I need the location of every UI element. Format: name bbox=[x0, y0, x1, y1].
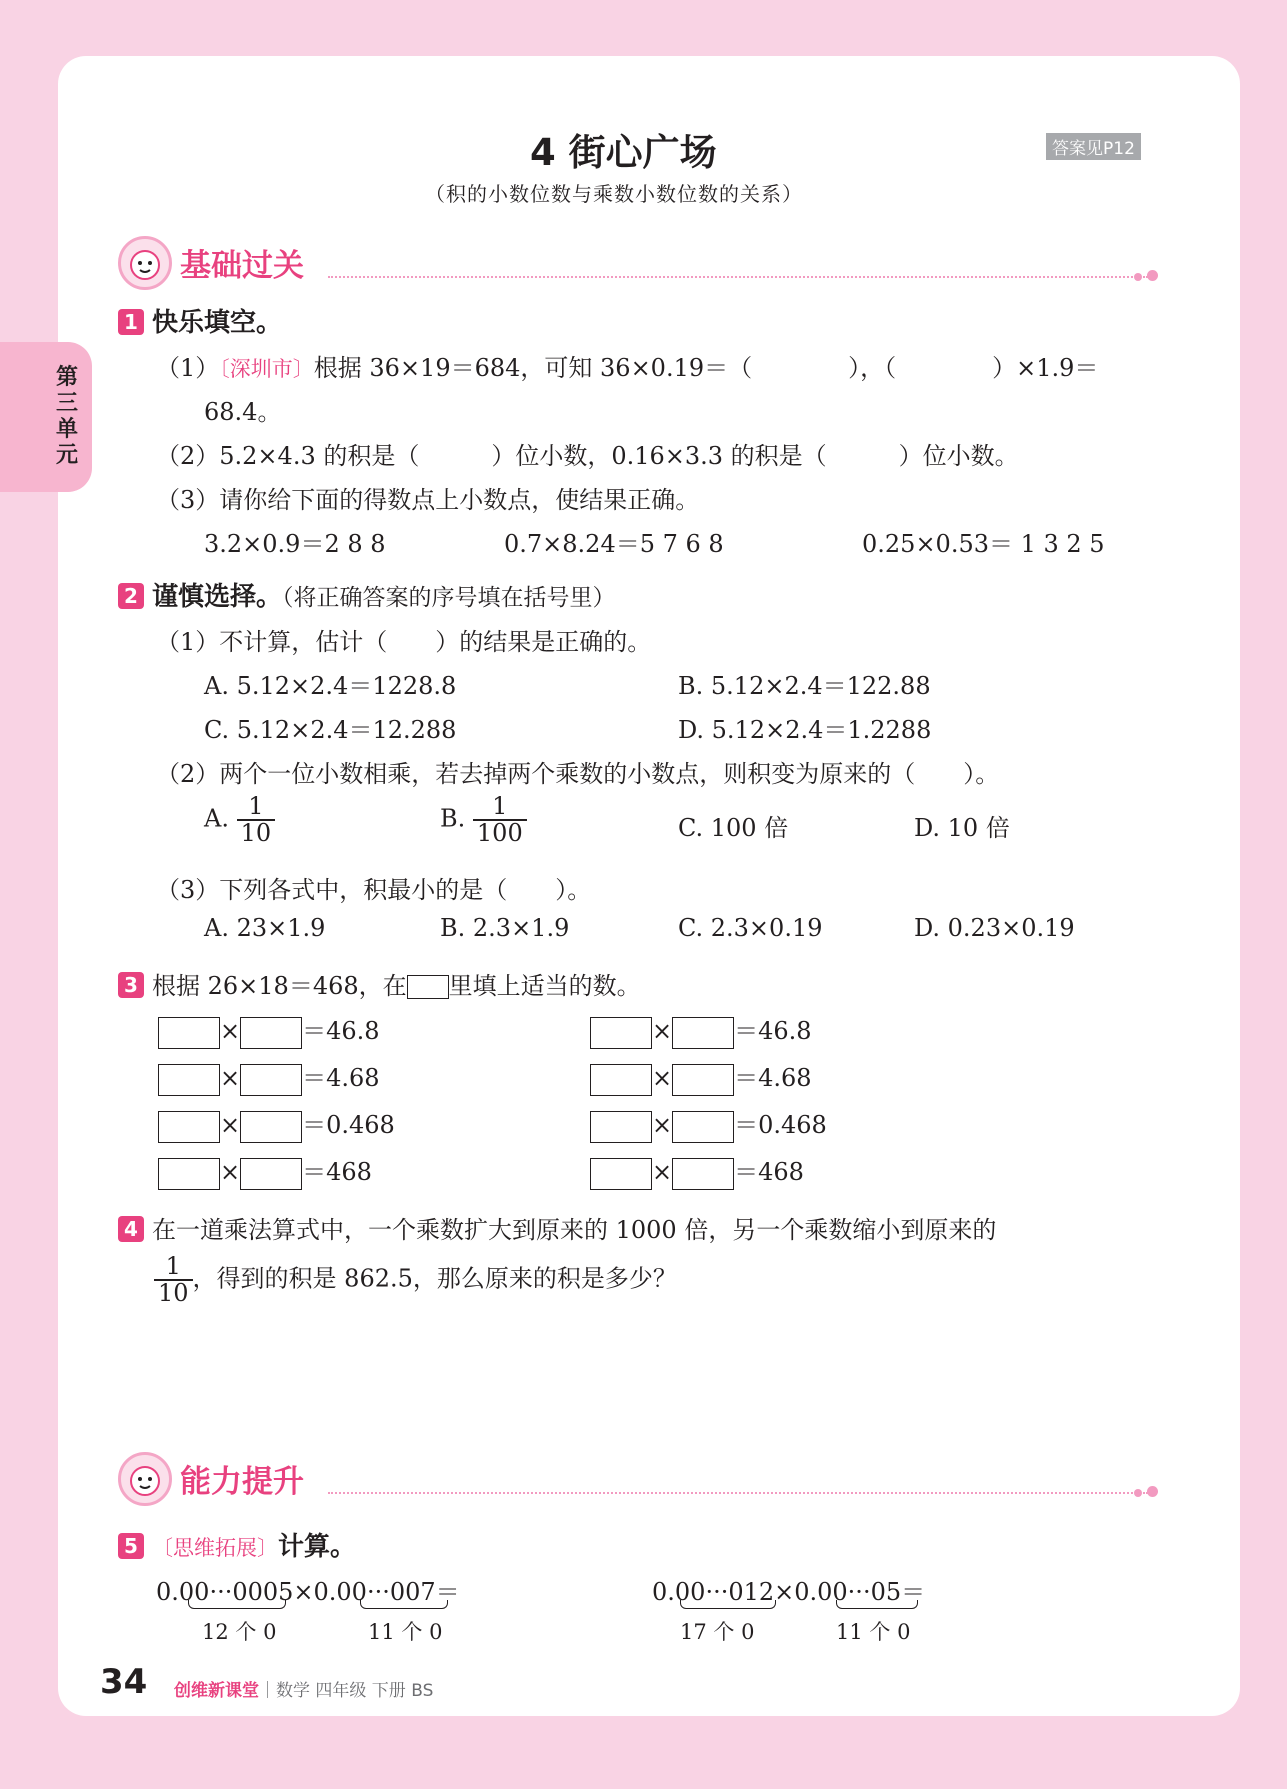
result: ＝46.8 bbox=[302, 1017, 380, 1045]
question-text: 里填上适当的数。 bbox=[448, 972, 641, 1000]
zero-count-label: 12 个 0 bbox=[202, 1620, 277, 1644]
question-text: 在一道乘法算式中，一个乘数扩大到原来的 1000 倍，另一个乘数缩小到原来的 bbox=[152, 1216, 997, 1244]
expression-1: 0.00···0005×0.00···007＝ bbox=[156, 1578, 460, 1606]
question-3-heading bbox=[118, 966, 641, 1001]
zero-count-label: 11 个 0 bbox=[836, 1620, 911, 1644]
numerator: 1 bbox=[154, 1254, 193, 1281]
times-sign: × bbox=[220, 1111, 241, 1139]
book-info: ｜数学 四年级 下册 BS bbox=[259, 1681, 434, 1701]
section-header-basic bbox=[118, 236, 1158, 292]
fraction bbox=[237, 794, 276, 846]
lesson-subtitle: （积的小数位数与乘数小数位数的关系） bbox=[425, 182, 803, 206]
fill-row bbox=[158, 1152, 372, 1190]
answer-box[interactable] bbox=[590, 1158, 652, 1190]
equation-2: 0.7×8.24＝5 7 6 8 bbox=[504, 530, 724, 558]
part-label: （1） bbox=[156, 354, 220, 382]
fraction bbox=[154, 1254, 193, 1306]
brand-name: 创维新课堂 bbox=[174, 1681, 259, 1701]
times-sign: × bbox=[220, 1064, 241, 1092]
question-text: 根据 26×18＝468，在 bbox=[152, 972, 407, 1000]
zero-count-label: 17 个 0 bbox=[680, 1620, 755, 1644]
question-number: 1 bbox=[118, 309, 144, 335]
fill-row bbox=[590, 1152, 804, 1190]
answer-box[interactable] bbox=[158, 1064, 220, 1096]
underbrace bbox=[188, 1600, 286, 1609]
times-sign: × bbox=[652, 1158, 673, 1186]
result: ＝4.68 bbox=[302, 1064, 380, 1092]
question-4-heading bbox=[118, 1210, 996, 1245]
option-label: B. bbox=[440, 804, 466, 833]
answer-box[interactable] bbox=[240, 1017, 302, 1049]
option-b: B. 2.3×1.9 bbox=[440, 914, 570, 942]
times-sign: × bbox=[220, 1158, 241, 1186]
question-tag: 〔思维拓展〕 bbox=[152, 1536, 278, 1560]
question-1-part-1 bbox=[156, 348, 1098, 383]
fill-row bbox=[158, 1011, 380, 1049]
question-1-part-1-continued: 68.4。 bbox=[204, 398, 282, 426]
underbrace bbox=[680, 1600, 776, 1609]
zero-count-label: 11 个 0 bbox=[368, 1620, 443, 1644]
source-tag: 〔深圳市〕 bbox=[219, 357, 314, 381]
denominator: 100 bbox=[476, 819, 523, 848]
answer-box[interactable] bbox=[158, 1111, 220, 1143]
times-sign: × bbox=[652, 1017, 673, 1045]
sample-box bbox=[407, 975, 449, 999]
result: ＝468 bbox=[302, 1158, 372, 1186]
option-d: D. 5.12×2.4＝1.2288 bbox=[678, 716, 932, 744]
question-title: 谨慎选择。 bbox=[152, 582, 283, 612]
question-number: 5 bbox=[118, 1533, 144, 1559]
answer-reference-badge: 答案见P12 bbox=[1046, 133, 1141, 160]
option-b bbox=[440, 794, 527, 846]
option-a: A. 5.12×2.4＝1228.8 bbox=[204, 672, 457, 700]
result: ＝0.468 bbox=[734, 1111, 827, 1139]
times-sign: × bbox=[220, 1017, 241, 1045]
denominator: 10 bbox=[158, 1279, 189, 1308]
answer-box[interactable] bbox=[590, 1017, 652, 1049]
fill-row bbox=[590, 1105, 827, 1143]
result: ＝46.8 bbox=[734, 1017, 812, 1045]
numerator: 1 bbox=[237, 794, 276, 821]
question-number: 3 bbox=[118, 972, 144, 998]
result: ＝0.468 bbox=[302, 1111, 395, 1139]
answer-box[interactable] bbox=[158, 1017, 220, 1049]
mascot-icon bbox=[118, 236, 172, 290]
times-sign: × bbox=[652, 1064, 673, 1092]
question-5-heading bbox=[118, 1526, 356, 1563]
section-title: 基础过关 bbox=[180, 248, 304, 284]
lesson-title: 4 街心广场 bbox=[530, 131, 717, 174]
option-b: B. 5.12×2.4＝122.88 bbox=[678, 672, 931, 700]
underbrace bbox=[836, 1600, 918, 1609]
decorative-dots-icon bbox=[1134, 1482, 1158, 1501]
answer-box[interactable] bbox=[672, 1064, 734, 1096]
expression-2: 0.00···012×0.00···05＝ bbox=[652, 1578, 926, 1606]
question-1-part-3: （3）请你给下面的得数点上小数点，使结果正确。 bbox=[156, 486, 700, 514]
question-4-continued bbox=[154, 1254, 677, 1306]
answer-box[interactable] bbox=[590, 1064, 652, 1096]
times-sign: × bbox=[652, 1111, 673, 1139]
question-note: （将正确答案的序号填在括号里） bbox=[282, 585, 616, 611]
answer-box[interactable] bbox=[240, 1111, 302, 1143]
fill-row bbox=[158, 1105, 395, 1143]
result: ＝468 bbox=[734, 1158, 804, 1186]
section-divider bbox=[328, 1492, 1148, 1494]
part-text: 根据 36×19＝684，可知 36×0.19＝（ ），（ ）×1.9＝ bbox=[313, 354, 1099, 382]
question-2-part-3: （3）下列各式中，积最小的是（ ）。 bbox=[156, 876, 592, 904]
question-2-part-2: （2）两个一位小数相乘，若去掉两个乘数的小数点，则积变为原来的（ ）。 bbox=[156, 760, 1000, 788]
page-number: 34 bbox=[100, 1662, 148, 1702]
option-c: C. 2.3×0.19 bbox=[678, 914, 823, 942]
fill-row bbox=[590, 1011, 812, 1049]
section-header-advanced bbox=[118, 1452, 1158, 1508]
answer-box[interactable] bbox=[672, 1158, 734, 1190]
result: ＝4.68 bbox=[734, 1064, 812, 1092]
decorative-dots-icon bbox=[1134, 266, 1158, 285]
question-2-part-1: （1）不计算，估计（ ）的结果是正确的。 bbox=[156, 628, 652, 656]
question-title: 计算。 bbox=[278, 1532, 357, 1562]
section-divider bbox=[328, 276, 1148, 278]
denominator: 10 bbox=[240, 819, 272, 848]
option-c: C. 5.12×2.4＝12.288 bbox=[204, 716, 457, 744]
footer-info bbox=[174, 1676, 433, 1701]
question-2-heading bbox=[118, 576, 616, 613]
fraction bbox=[473, 794, 527, 846]
section-title: 能力提升 bbox=[180, 1464, 304, 1500]
option-a bbox=[204, 794, 275, 846]
option-label: A. bbox=[204, 804, 229, 833]
mascot-icon bbox=[118, 1452, 172, 1506]
question-number: 2 bbox=[118, 583, 144, 609]
answer-box[interactable] bbox=[158, 1158, 220, 1190]
question-text: ，得到的积是 862.5，那么原来的积是多少？ bbox=[192, 1264, 677, 1293]
answer-box[interactable] bbox=[590, 1111, 652, 1143]
option-d: D. 0.23×0.19 bbox=[914, 914, 1075, 942]
answer-box[interactable] bbox=[240, 1158, 302, 1190]
underbrace bbox=[360, 1600, 448, 1609]
answer-box[interactable] bbox=[672, 1017, 734, 1049]
question-1-heading bbox=[118, 302, 282, 339]
question-title: 快乐填空。 bbox=[152, 308, 283, 338]
option-c: C. 100 倍 bbox=[678, 814, 789, 842]
fill-row bbox=[158, 1058, 380, 1096]
option-a: A. 23×1.9 bbox=[204, 914, 326, 942]
answer-box[interactable] bbox=[240, 1064, 302, 1096]
equation-3: 0.25×0.53＝ 1 3 2 5 bbox=[862, 530, 1105, 558]
option-d: D. 10 倍 bbox=[914, 814, 1010, 842]
fill-row bbox=[590, 1058, 812, 1096]
unit-side-tab-label: 第三单元 bbox=[56, 365, 79, 468]
numerator: 1 bbox=[473, 794, 527, 821]
question-number: 4 bbox=[118, 1216, 144, 1242]
equation-1: 3.2×0.9＝2 8 8 bbox=[204, 530, 386, 558]
question-1-part-2: （2）5.2×4.3 的积是（ ）位小数，0.16×3.3 的积是（ ）位小数。 bbox=[156, 442, 1019, 470]
answer-box[interactable] bbox=[672, 1111, 734, 1143]
